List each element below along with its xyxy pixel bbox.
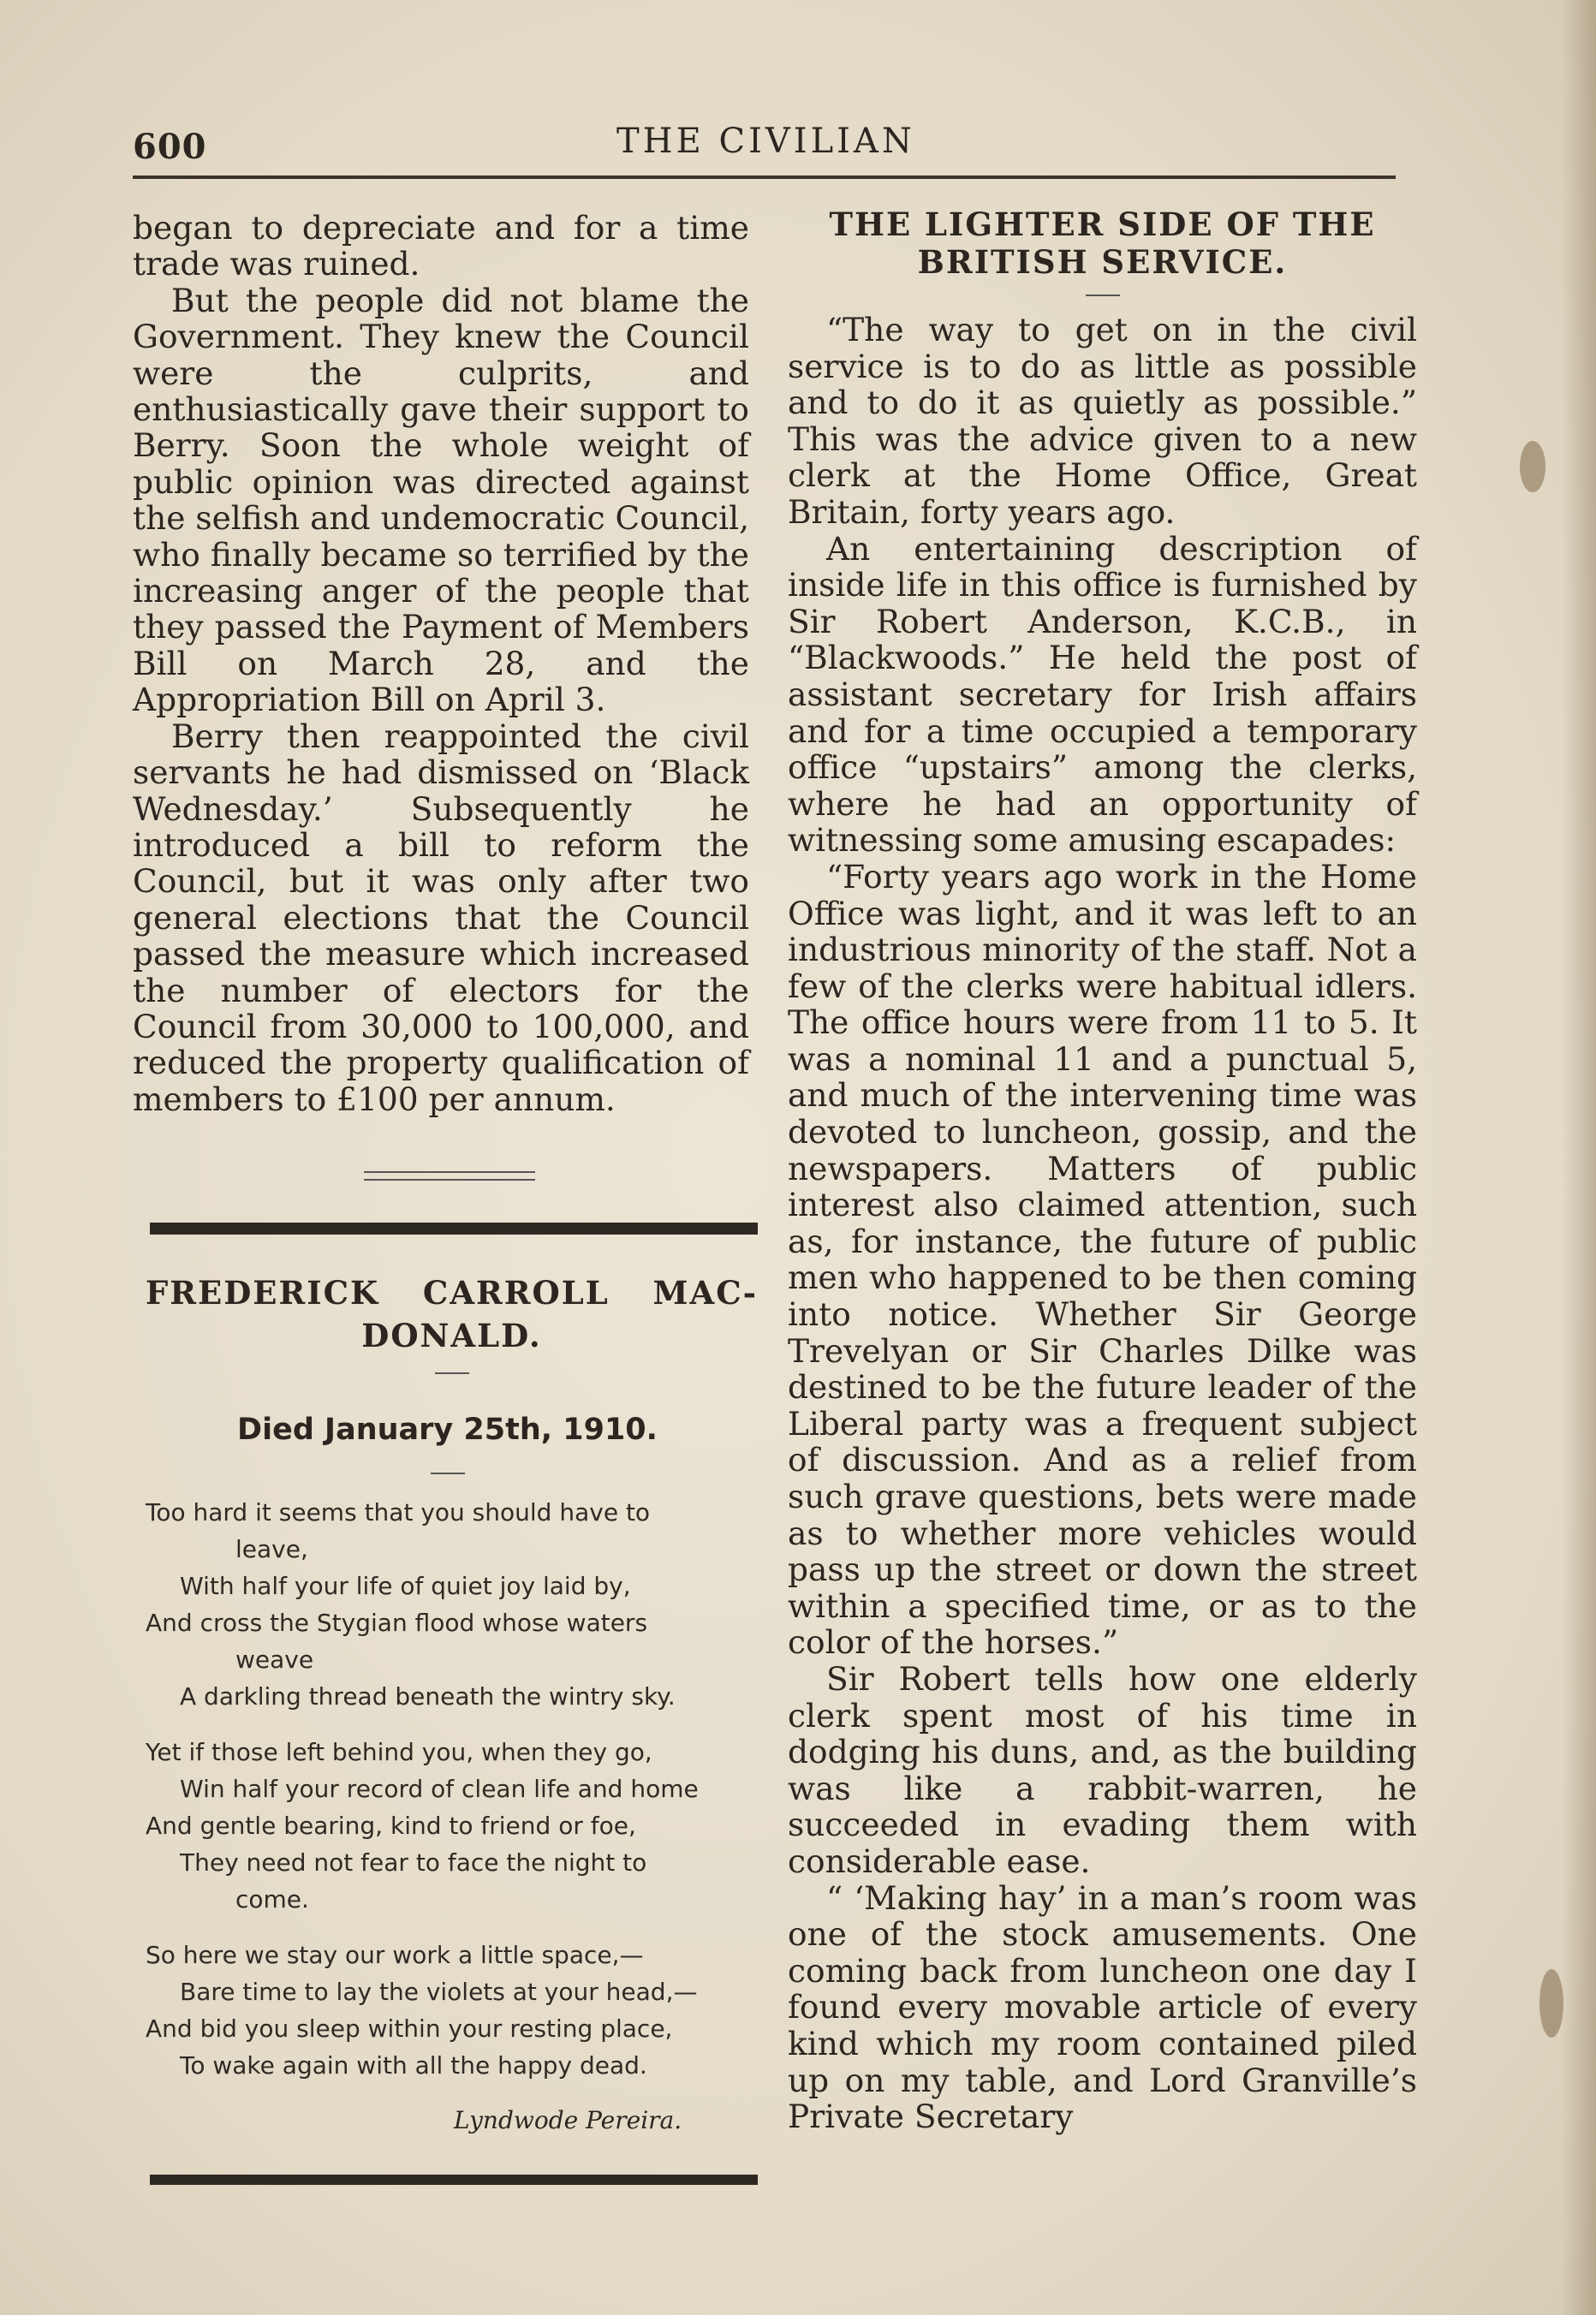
- poem-line: A darkling thread beneath the wintry sky.: [180, 1682, 676, 1711]
- poem-line: Too hard it seems that you should have to: [146, 1498, 651, 1526]
- article-title-line: BRITISH SERVICE.: [917, 243, 1288, 281]
- poem-line: weave: [235, 1645, 314, 1674]
- poem-line: Bare time to lay the violets at your head,—: [180, 1978, 698, 2006]
- left-paragraph: began to depreciate and for a time trade was ruined.: [133, 209, 749, 283]
- right-paragraph: An entertaining description of inside life in this office is furnished by Sir Robert Anderson, K.C.B., in “Blackwoods.” He held the post of assistant secretary for Irish affairs and for a time occupied a temporary office “upstairs” among the clerks, where he had an opportunity of witnessing some amusing escapades:: [788, 529, 1417, 860]
- running-title: THE CIVILIAN: [616, 122, 915, 161]
- poem-line: So here we stay our work a little space,—: [146, 1941, 644, 1969]
- obituary-title-word: FREDERICK: [146, 1274, 380, 1312]
- article-title-line: THE LIGHTER SIDE OF THE: [829, 205, 1376, 243]
- dash-divider: [1086, 295, 1120, 296]
- poem-line: To wake again with all the happy dead.: [180, 2051, 647, 2080]
- right-paragraph: “Forty years ago work in the Home Office was light, and it was left to an industrious minority of the staff. Not a few of the clerks were habitual idlers. The office hours were from 11 to 5. It was a nominal 11 and a punctual 5, and much of the intervening time was devoted to luncheon, gossip, and the newspapers. Matters of public interest also claimed attention, such as, for instance, the future of public men who happened to be then coming into notice. Whether Sir George Trevelyan or Sir Charles Dilke was destined to be the future leader of the Liberal party was a frequent subject of discussion. And as a relief from such grave questions, bets were made as to whether more vehicles would pass up the street or down the street within a specified time, or as to the color of the horses.”: [788, 857, 1417, 1662]
- obituary-title: [146, 1271, 758, 1374]
- poem-line: They need not fear to face the night to: [180, 1848, 647, 1877]
- poem-line: And gentle bearing, kind to friend or foe,: [146, 1812, 636, 1840]
- page-number: 600: [133, 127, 207, 167]
- obituary-title-word: CARROLL: [422, 1274, 610, 1312]
- right-paragraph: “ ‘Making hay’ in a man’s room was one of the stock amusements. One coming back from luncheon one day I found every movable article of every kind which my room contained piled up on my table, and Lord Granville’s Private Secretary: [788, 1878, 1417, 2136]
- ornamental-divider: [364, 1171, 535, 1181]
- right-paragraph: Sir Robert tells how one elderly clerk spent most of his time in dodging his duns, and, as the building was like a rabbit-warren, he succeeded in evading them with considerable ease.: [788, 1659, 1417, 1880]
- obituary-title-line: DONALD.: [361, 1317, 542, 1354]
- left-column-article: [133, 210, 749, 1117]
- poem-line: Win half your record of clean life and home: [180, 1775, 699, 1803]
- obituary-title-word: MAC-: [652, 1274, 758, 1312]
- dash-divider: [435, 1372, 469, 1374]
- memorial-poem: [146, 1494, 766, 2103]
- poem-stanza: [146, 1494, 766, 1715]
- header-rule: [133, 176, 1396, 179]
- bottom-divider: [150, 2175, 758, 2185]
- obituary-date: [133, 1413, 762, 1474]
- left-paragraph: Berry then reappointed the civil servants he had dismissed on ‘Black Wednesday.’ Subsequently he introduced a bill to reform the Council, but it was only after two general elections that the Council passed the measure which increased the number of electors for the Council from 30,000 to 100,000, and reduced the property qualification of members to £100 per annum.: [133, 717, 749, 1118]
- poem-line: leave,: [235, 1535, 308, 1563]
- paper-stain: [1520, 441, 1545, 492]
- poem-stanza: [146, 1937, 766, 2084]
- paper-stain: [1539, 1969, 1563, 2038]
- poem-line: Yet if those left behind you, when they go,: [146, 1738, 652, 1766]
- poem-line: With half your life of quiet joy laid by,: [180, 1572, 631, 1600]
- poem-line: And bid you sleep within your resting place,: [146, 2014, 673, 2043]
- section-divider: [150, 1223, 758, 1235]
- poem-line: come.: [235, 1885, 309, 1913]
- died-line: Died January 25th, 1910.: [237, 1413, 658, 1447]
- right-paragraph: “The way to get on in the civil service is to do as little as possible and to do it as quietly as possible.” This was the advice given to a new clerk at the Home Office, Great Britain, forty years ago.: [788, 311, 1417, 531]
- right-column-article: [788, 205, 1417, 2135]
- dash-divider: [431, 1473, 465, 1474]
- poem-stanza: [146, 1734, 766, 1918]
- article-title: [788, 205, 1417, 281]
- left-paragraph: But the people did not blame the Government. They knew the Council were the culprits, and enthusiastically gave their support to Berry. Soon the whole weight of public opinion was directed against the selfish and undemocratic Council, who finally became so terrified by the increasing anger of the people that they passed the Payment of Members Bill on March 28, and the Appropriation Bill on April 3.: [133, 281, 749, 719]
- poem-line: And cross the Stygian flood whose waters: [146, 1609, 648, 1637]
- poem-signature: Lyndwode Pereira.: [454, 2106, 682, 2134]
- page-edge-shadow: [1562, 0, 1596, 2315]
